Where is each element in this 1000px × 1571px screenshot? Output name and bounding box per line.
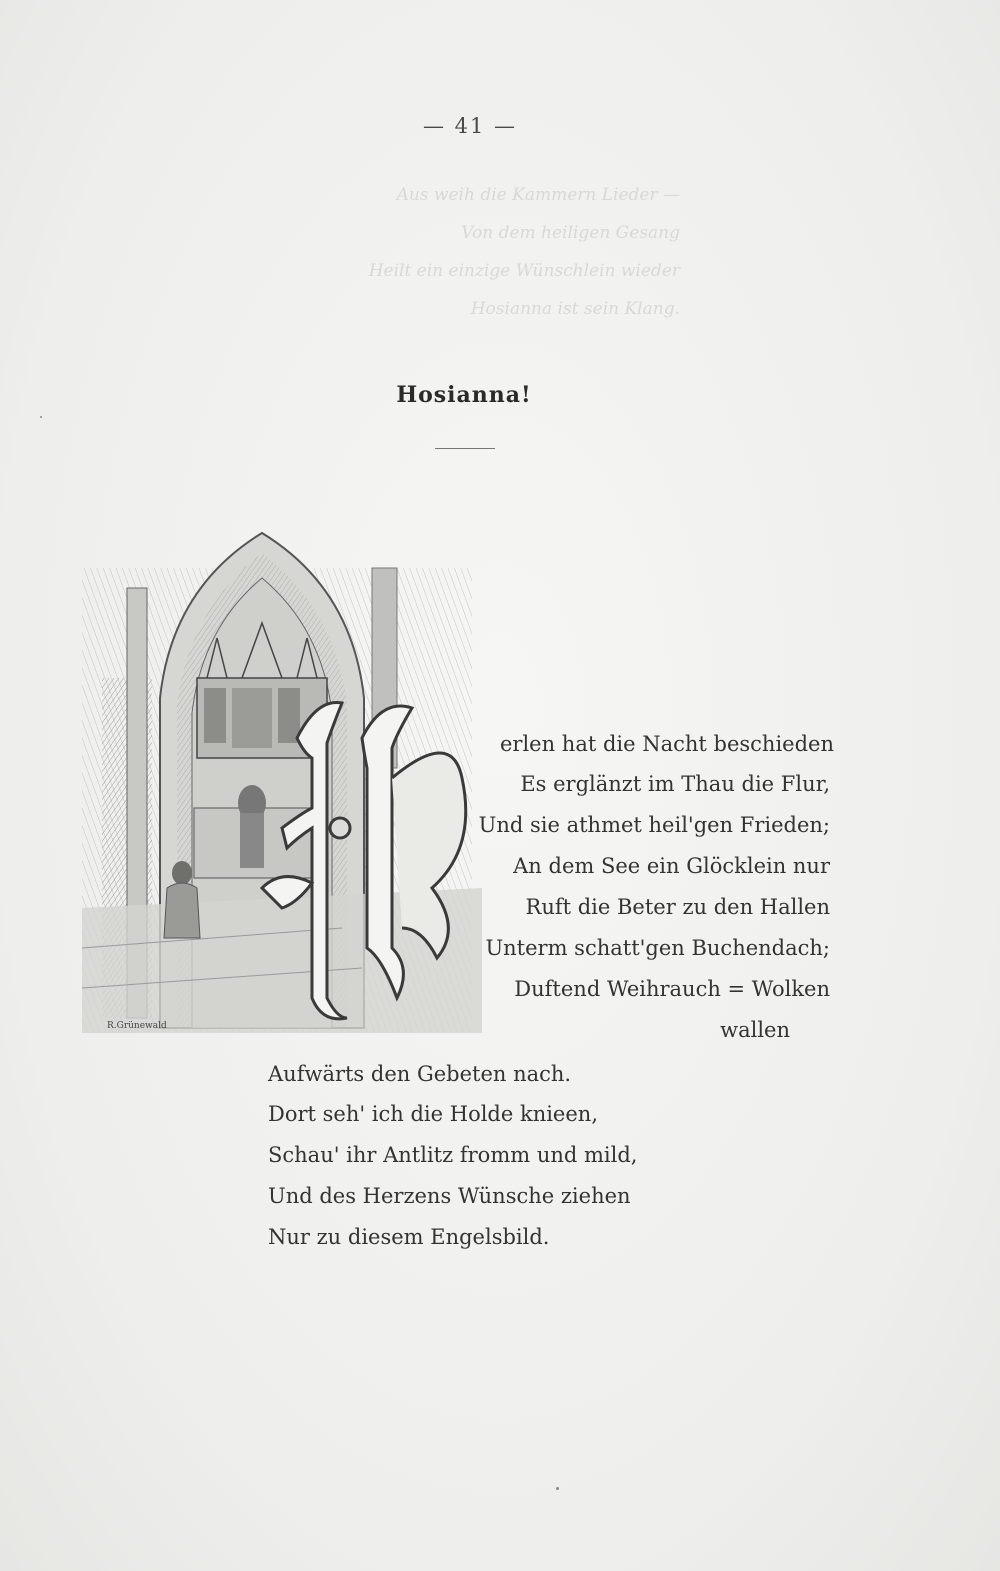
bleed-line: Von dem heiligen Gesang [461, 223, 680, 243]
poem-line: Duftend Weihrauch = Wolken [514, 977, 830, 1001]
illustration-signature: R.Grünewald [107, 1021, 167, 1031]
poem-line: Schau' ihr Antlitz fromm und mild, [268, 1143, 638, 1167]
poem-line: Und sie athmet heil'gen Frieden; [478, 813, 830, 837]
poem-line: Aufwärts den Gebeten nach. [268, 1062, 572, 1086]
poem-line: Es erglänzt im Thau die Flur, [520, 772, 830, 796]
poem-line: Ruft die Beter zu den Hallen [525, 895, 830, 919]
poem-line: An dem See ein Glöcklein nur [513, 854, 830, 878]
bleed-line: Heilt ein einzige Wünschlein wieder [368, 261, 680, 281]
bleed-through-text [300, 176, 680, 328]
poem-line-1: erlen hat die Nacht beschieden [500, 732, 835, 756]
title-divider [435, 448, 495, 449]
poem-line: Dort seh' ich die Holde knieen, [268, 1102, 598, 1126]
poem-line: Unterm schatt'gen Buchendach; [485, 936, 830, 960]
poem-line: wallen [720, 1018, 790, 1042]
paper-speck [556, 1487, 559, 1490]
church-interior-illustration [82, 528, 492, 1036]
page-number: — 41 — [422, 114, 518, 138]
poem-line: Und des Herzens Wünsche ziehen [268, 1184, 631, 1208]
poem-title: Hosianna! [396, 382, 532, 408]
bleed-line: Hosianna ist sein Klang. [470, 299, 680, 319]
paper-speck [40, 416, 42, 418]
bleed-line: Aus weih die Kammern Lieder — [396, 185, 680, 205]
poem-line: Nur zu diesem Engelsbild. [268, 1225, 550, 1249]
